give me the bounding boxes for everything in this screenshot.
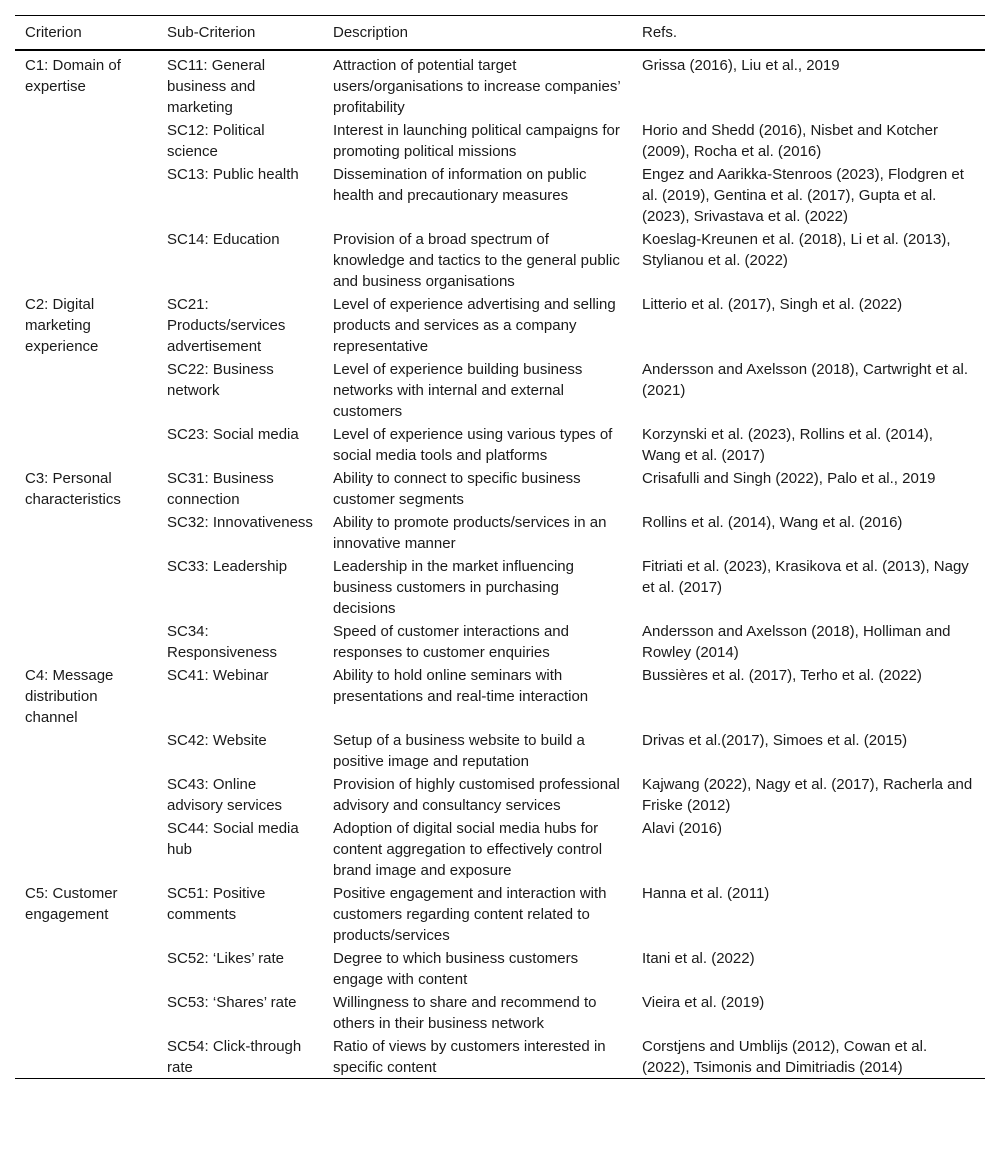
header-row bbox=[15, 16, 985, 51]
cell-refs: Rollins et al. (2014), Wang et al. (2016) bbox=[642, 514, 903, 531]
cell-sub-criterion: SC13: Public health bbox=[167, 166, 299, 183]
cell-sub-criterion: SC51: Positive comments bbox=[167, 885, 266, 923]
table-row bbox=[15, 816, 985, 881]
header-refs: Refs. bbox=[642, 24, 678, 41]
cell-sub-criterion: SC52: ‘Likes’ rate bbox=[167, 950, 284, 967]
cell-refs: Korzynski et al. (2023), Rollins et al. (2014), Wang et al. (2017) bbox=[642, 426, 933, 464]
table-row bbox=[15, 357, 985, 422]
table-row bbox=[15, 50, 985, 118]
cell-refs: Vieira et al. (2019) bbox=[642, 994, 765, 1011]
cell-criterion: C3: Personal characteristics bbox=[25, 470, 121, 508]
cell-sub-criterion: SC42: Website bbox=[167, 732, 267, 749]
table-row bbox=[15, 990, 985, 1034]
cell-criterion bbox=[15, 816, 157, 881]
cell-sub-criterion: SC53: ‘Shares’ rate bbox=[167, 994, 297, 1011]
cell-sub-criterion: SC11: General business and marketing bbox=[167, 57, 266, 116]
cell-refs: Drivas et al.(2017), Simoes et al. (2015) bbox=[642, 732, 908, 749]
cell-sub-criterion: SC31: Business connection bbox=[167, 470, 274, 508]
table-row bbox=[15, 554, 985, 619]
cell-criterion: C1: Domain of expertise bbox=[25, 57, 121, 95]
cell-refs: Itani et al. (2022) bbox=[642, 950, 755, 967]
table-row bbox=[15, 728, 985, 772]
cell-refs: Alavi (2016) bbox=[642, 820, 723, 837]
table-row bbox=[15, 227, 985, 292]
cell-criterion bbox=[15, 227, 157, 292]
cell-criterion bbox=[15, 357, 157, 422]
cell-criterion bbox=[15, 510, 157, 554]
table-row bbox=[15, 422, 985, 466]
cell-description: Willingness to share and recommend to others in their business network bbox=[333, 994, 597, 1032]
table-row bbox=[15, 162, 985, 227]
cell-refs: Crisafulli and Singh (2022), Palo et al., 2019 bbox=[642, 470, 936, 487]
table-row bbox=[15, 946, 985, 990]
cell-description: Level of experience advertising and selling products and services as a company representative bbox=[333, 296, 616, 355]
table-header bbox=[15, 16, 985, 51]
cell-refs: Andersson and Axelsson (2018), Cartwright et al. (2021) bbox=[642, 361, 969, 399]
cell-refs: Grissa (2016), Liu et al., 2019 bbox=[642, 57, 840, 74]
cell-sub-criterion: SC41: Webinar bbox=[167, 667, 269, 684]
table-body bbox=[15, 50, 985, 1079]
cell-description: Interest in launching political campaigns for promoting political missions bbox=[333, 122, 620, 160]
cell-sub-criterion: SC34: Responsiveness bbox=[167, 623, 278, 661]
cell-sub-criterion: SC32: Innovativeness bbox=[167, 514, 313, 531]
cell-description: Ability to connect to specific business customer segments bbox=[333, 470, 581, 508]
cell-description: Level of experience building business networks with internal and external customers bbox=[333, 361, 583, 420]
table-row bbox=[15, 772, 985, 816]
cell-description: Provision of a broad spectrum of knowledge and tactics to the general public and business organisations bbox=[333, 231, 620, 290]
table-row bbox=[15, 1034, 985, 1079]
cell-description: Leadership in the market influencing business customers in purchasing decisions bbox=[333, 558, 574, 617]
cell-sub-criterion: SC43: Online advisory services bbox=[167, 776, 283, 814]
cell-criterion: C4: Message distribution channel bbox=[25, 667, 114, 726]
cell-criterion: C5: Customer engagement bbox=[25, 885, 118, 923]
cell-sub-criterion: SC23: Social media bbox=[167, 426, 299, 443]
cell-description: Attraction of potential target users/organisations to increase companies’ profitability bbox=[333, 57, 621, 116]
cell-criterion bbox=[15, 422, 157, 466]
cell-description: Degree to which business customers engage with content bbox=[333, 950, 579, 988]
cell-criterion bbox=[15, 554, 157, 619]
header-criterion: Criterion bbox=[25, 24, 82, 41]
cell-sub-criterion: SC14: Education bbox=[167, 231, 280, 248]
cell-sub-criterion: SC22: Business network bbox=[167, 361, 274, 399]
cell-criterion bbox=[15, 772, 157, 816]
cell-sub-criterion: SC54: Click-through rate bbox=[167, 1038, 302, 1076]
cell-criterion bbox=[15, 990, 157, 1034]
cell-refs: Corstjens and Umblijs (2012), Cowan et al. (2022), Tsimonis and Dimitriadis (2014) bbox=[642, 1038, 928, 1076]
cell-sub-criterion: SC44: Social media hub bbox=[167, 820, 299, 858]
cell-refs: Horio and Shedd (2016), Nisbet and Kotcher (2009), Rocha et al. (2016) bbox=[642, 122, 939, 160]
table-row bbox=[15, 466, 985, 510]
table-row bbox=[15, 510, 985, 554]
cell-refs: Andersson and Axelsson (2018), Holliman and Rowley (2014) bbox=[642, 623, 951, 661]
cell-description: Adoption of digital social media hubs for content aggregation to effectively control brand image and exposure bbox=[333, 820, 603, 879]
criteria-table-container bbox=[15, 15, 985, 1079]
table-row bbox=[15, 118, 985, 162]
cell-criterion bbox=[15, 728, 157, 772]
cell-criterion bbox=[15, 619, 157, 663]
cell-criterion bbox=[15, 162, 157, 227]
cell-description: Provision of highly customised professional advisory and consultancy services bbox=[333, 776, 620, 814]
cell-sub-criterion: SC21: Products/services advertisement bbox=[167, 296, 286, 355]
cell-criterion: C2: Digital marketing experience bbox=[25, 296, 99, 355]
cell-description: Level of experience using various types of social media tools and platforms bbox=[333, 426, 613, 464]
cell-refs: Koeslag-Kreunen et al. (2018), Li et al. (2013), Stylianou et al. (2022) bbox=[642, 231, 951, 269]
cell-criterion bbox=[15, 118, 157, 162]
cell-refs: Litterio et al. (2017), Singh et al. (2022) bbox=[642, 296, 903, 313]
cell-description: Dissemination of information on public health and precautionary measures bbox=[333, 166, 587, 204]
table-row bbox=[15, 292, 985, 357]
header-sub-criterion: Sub-Criterion bbox=[167, 24, 256, 41]
cell-description: Ratio of views by customers interested in specific content bbox=[333, 1038, 606, 1076]
cell-criterion bbox=[15, 946, 157, 990]
cell-refs: Bussières et al. (2017), Terho et al. (2022) bbox=[642, 667, 922, 684]
cell-description: Ability to hold online seminars with presentations and real-time interaction bbox=[333, 667, 589, 705]
table-row bbox=[15, 881, 985, 946]
cell-description: Ability to promote products/services in an innovative manner bbox=[333, 514, 607, 552]
cell-criterion bbox=[15, 1034, 157, 1079]
cell-sub-criterion: SC12: Political science bbox=[167, 122, 265, 160]
criteria-table bbox=[15, 15, 985, 1079]
cell-refs: Kajwang (2022), Nagy et al. (2017), Racherla and Friske (2012) bbox=[642, 776, 973, 814]
cell-sub-criterion: SC33: Leadership bbox=[167, 558, 288, 575]
cell-refs: Engez and Aarikka-Stenroos (2023), Flodgren et al. (2019), Gentina et al. (2017), Gupta et al. (2023), Srivastava et al. (2022) bbox=[642, 166, 964, 225]
cell-refs: Fitriati et al. (2023), Krasikova et al. (2013), Nagy et al. (2017) bbox=[642, 558, 969, 596]
table-row bbox=[15, 663, 985, 728]
cell-description: Speed of customer interactions and responses to customer enquiries bbox=[333, 623, 569, 661]
cell-refs: Hanna et al. (2011) bbox=[642, 885, 770, 902]
header-description: Description bbox=[333, 24, 409, 41]
table-row bbox=[15, 619, 985, 663]
cell-description: Setup of a business website to build a positive image and reputation bbox=[333, 732, 585, 770]
cell-description: Positive engagement and interaction with customers regarding content related to products/services bbox=[333, 885, 607, 944]
